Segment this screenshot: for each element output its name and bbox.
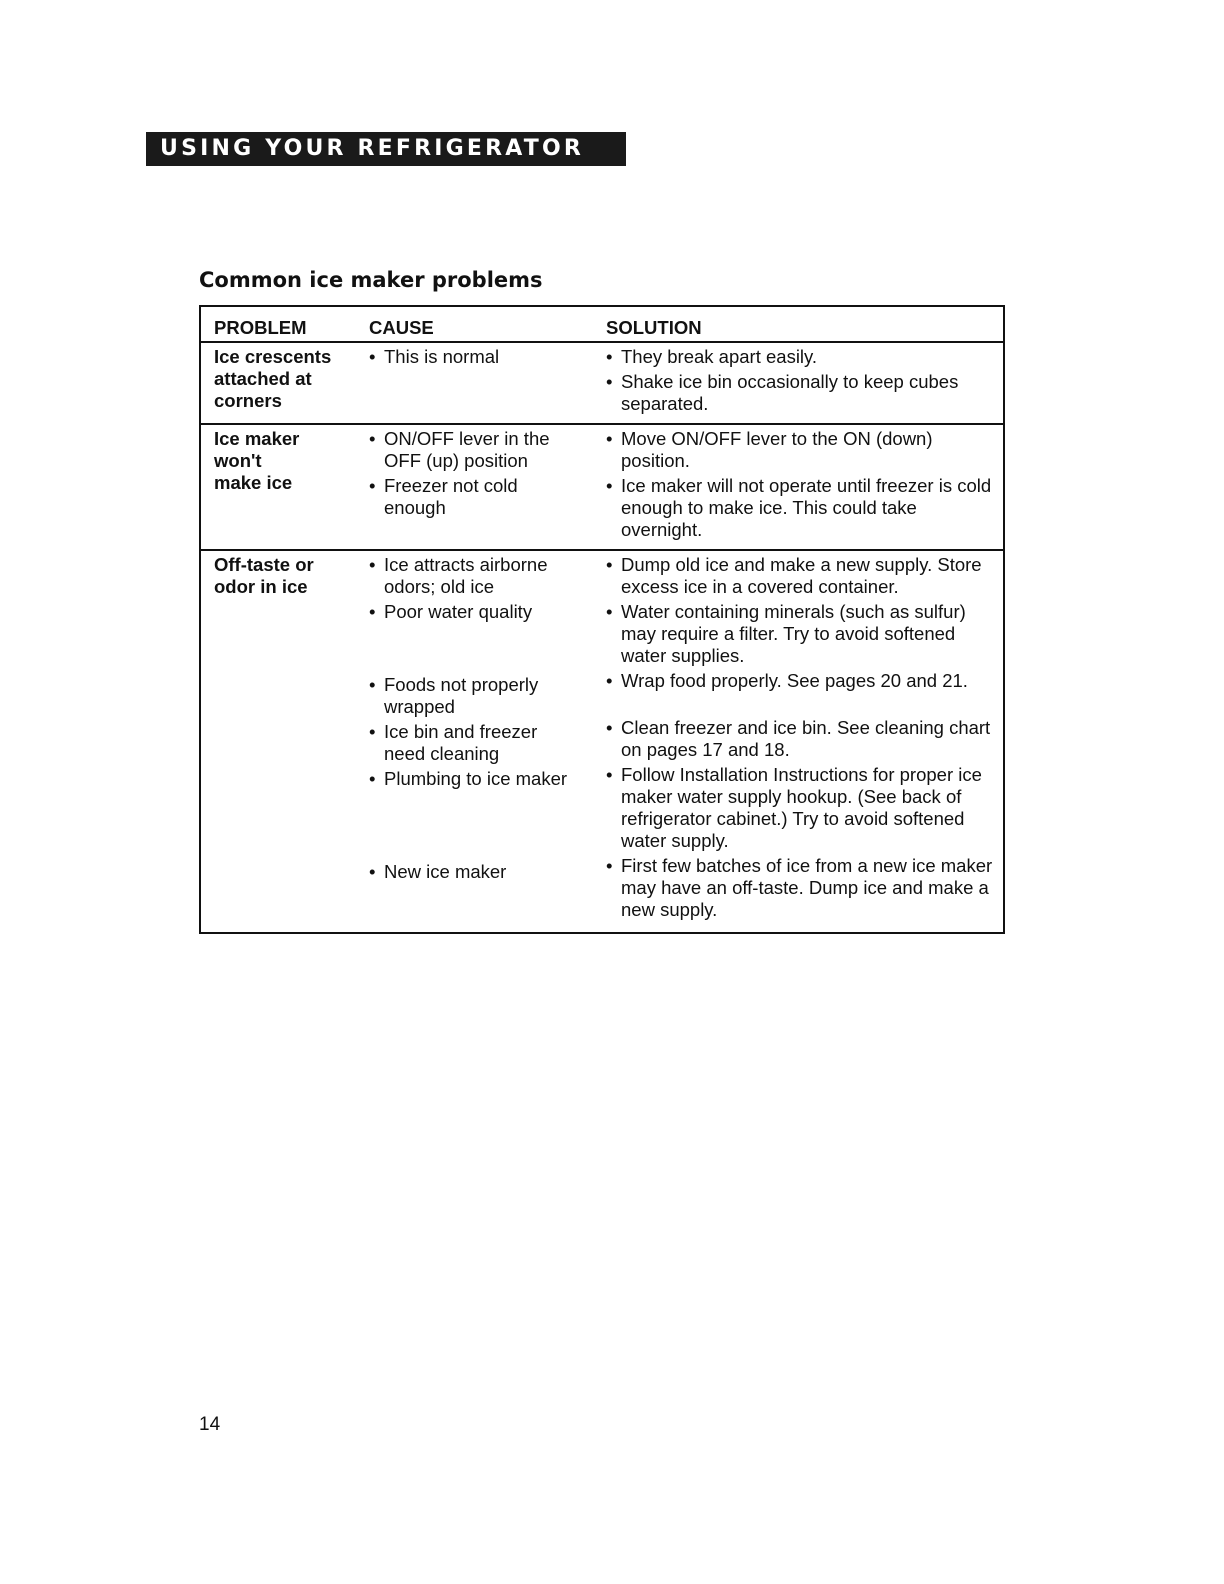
solution-cell [606, 550, 1004, 933]
cause-item: • Ice bin and freezer need cleaning [369, 721, 602, 765]
header-solution: SOLUTION [606, 306, 1004, 342]
problem-cell: Ice crescents attached at corners [214, 346, 332, 411]
solution-item: • Wrap food properly. See pages 20 and 21. [606, 670, 1001, 692]
ice-maker-problems-table [199, 305, 1005, 934]
solution-item: • First few batches of ice from a new ice maker may have an off-taste. Dump ice and make a new supply. [606, 855, 1001, 921]
solution-item: • Move ON/OFF lever to the ON (down) position. [606, 428, 1001, 472]
solution-item: • Dump old ice and make a new supply. Store excess ice in a covered container. [606, 554, 1001, 598]
section-banner: USING YOUR REFRIGERATOR [146, 132, 626, 166]
cause-item: • Plumbing to ice maker [369, 768, 602, 790]
table-title: Common ice maker problems [199, 268, 543, 292]
cause-item: • Ice attracts airborne odors; old ice [369, 554, 602, 598]
solution-item: • Water containing minerals (such as sulfur) may require a filter. Try to avoid softened water supplies. [606, 601, 1001, 667]
cause-item: • ON/OFF lever in the OFF (up) position [369, 428, 602, 472]
solution-item: • Ice maker will not operate until freezer is cold enough to make ice. This could take overnight. [606, 475, 1001, 541]
cause-item: • New ice maker [369, 861, 602, 883]
table-row [200, 424, 1004, 550]
cause-item: • Freezer not cold enough [369, 475, 602, 519]
cause-item: • Foods not properly wrapped [369, 674, 602, 718]
table-row [200, 550, 1004, 933]
cause-cell [369, 550, 606, 933]
table-row [200, 342, 1004, 424]
solution-cell [606, 424, 1004, 550]
solution-cell [606, 342, 1004, 424]
problem-cell: Ice maker won't make ice [214, 428, 300, 493]
header-cause: CAUSE [369, 306, 606, 342]
solution-item: • Shake ice bin occasionally to keep cubes separated. [606, 371, 1001, 415]
cause-cell [369, 424, 606, 550]
solution-item: • They break apart easily. [606, 346, 1001, 368]
solution-item: • Clean freezer and ice bin. See cleaning chart on pages 17 and 18. [606, 717, 1001, 761]
cause-item: • Poor water quality [369, 601, 602, 623]
cause-item: • This is normal [369, 346, 602, 368]
page-number: 14 [199, 1414, 221, 1435]
problem-cell: Off-taste or odor in ice [214, 554, 314, 597]
solution-item: • Follow Installation Instructions for proper ice maker water supply hookup. (See back of refrigerator cabinet.) Try to avoid softened water supply. [606, 764, 1001, 852]
cause-cell [369, 342, 606, 424]
header-problem: PROBLEM [200, 306, 369, 342]
table-header-row [200, 306, 1004, 342]
